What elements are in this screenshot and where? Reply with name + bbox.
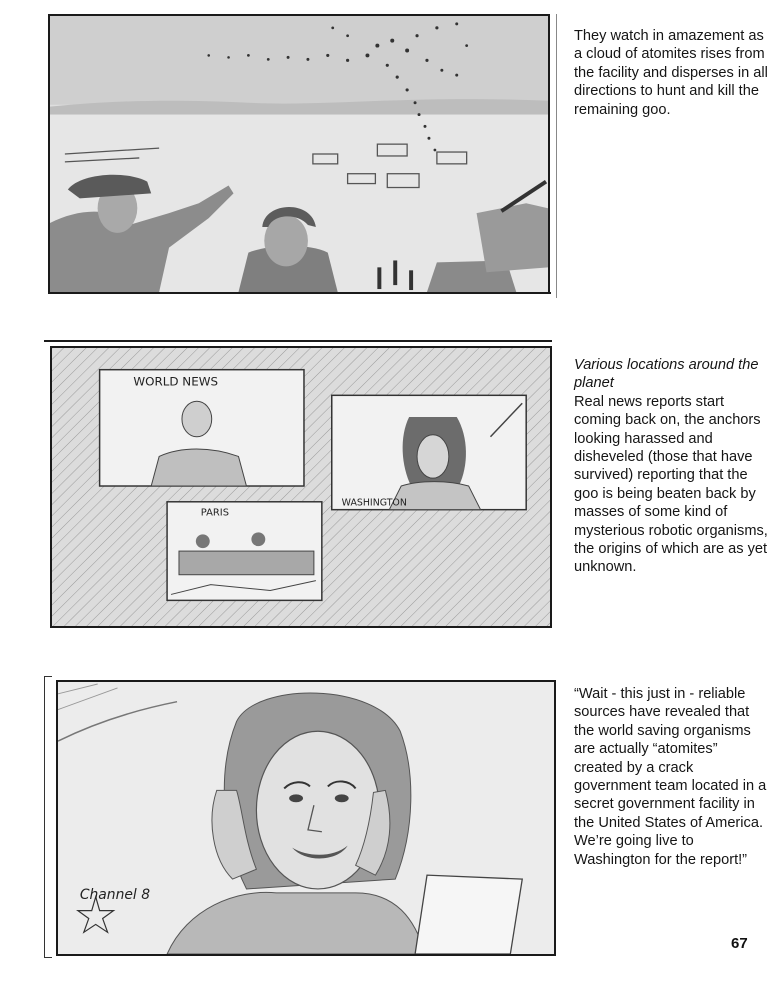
panel-2-caption [574,356,770,577]
panel-3-left-bracket [44,676,45,958]
panel-3-bracket-top [44,676,52,677]
panel-anchor-closeup [56,680,556,956]
panel-3-bracket-bottom [44,957,52,958]
panel-2-top-rule [44,340,552,342]
caption-text: Real news reports start coming back on, the anchors looking harassed and disheveled (those that have survived) reporting that the goo is being beaten back by masses of some kind of mysterious robotic organisms, the origins of which are as yet unknown. [574,393,768,576]
washington-label: WASHINGTON [341,497,407,509]
paris-label: PARIS [200,507,230,519]
panel-1-caption [574,27,770,119]
world-news-label: WORLD NEWS [133,374,219,389]
panel-3-caption [574,685,770,869]
page-number: 67 [731,935,748,952]
panel-desert-scene [48,14,550,294]
panel-1-bottom-rule [48,292,551,294]
panel-1-right-rule [556,14,557,298]
location-heading: Various locations around the planet [574,357,759,392]
panel-news-screens [50,346,552,628]
channel-label: Channel 8 [79,886,151,903]
desert-sketch [50,16,548,292]
caption-text: They watch in amazement as a cloud of atomites rises from the facility and disperses in all directions to hunt and kill the remaining goo. [574,28,768,118]
anchor-sketch [58,682,554,954]
caption-text: “Wait - this just in - reliable sources have revealed that the world saving organisms are actually “atomites” created by a crack government team located in a secret government facility in the United States of America. We’re going live to Washington for the report!” [574,686,767,868]
news-sketch [52,348,550,626]
